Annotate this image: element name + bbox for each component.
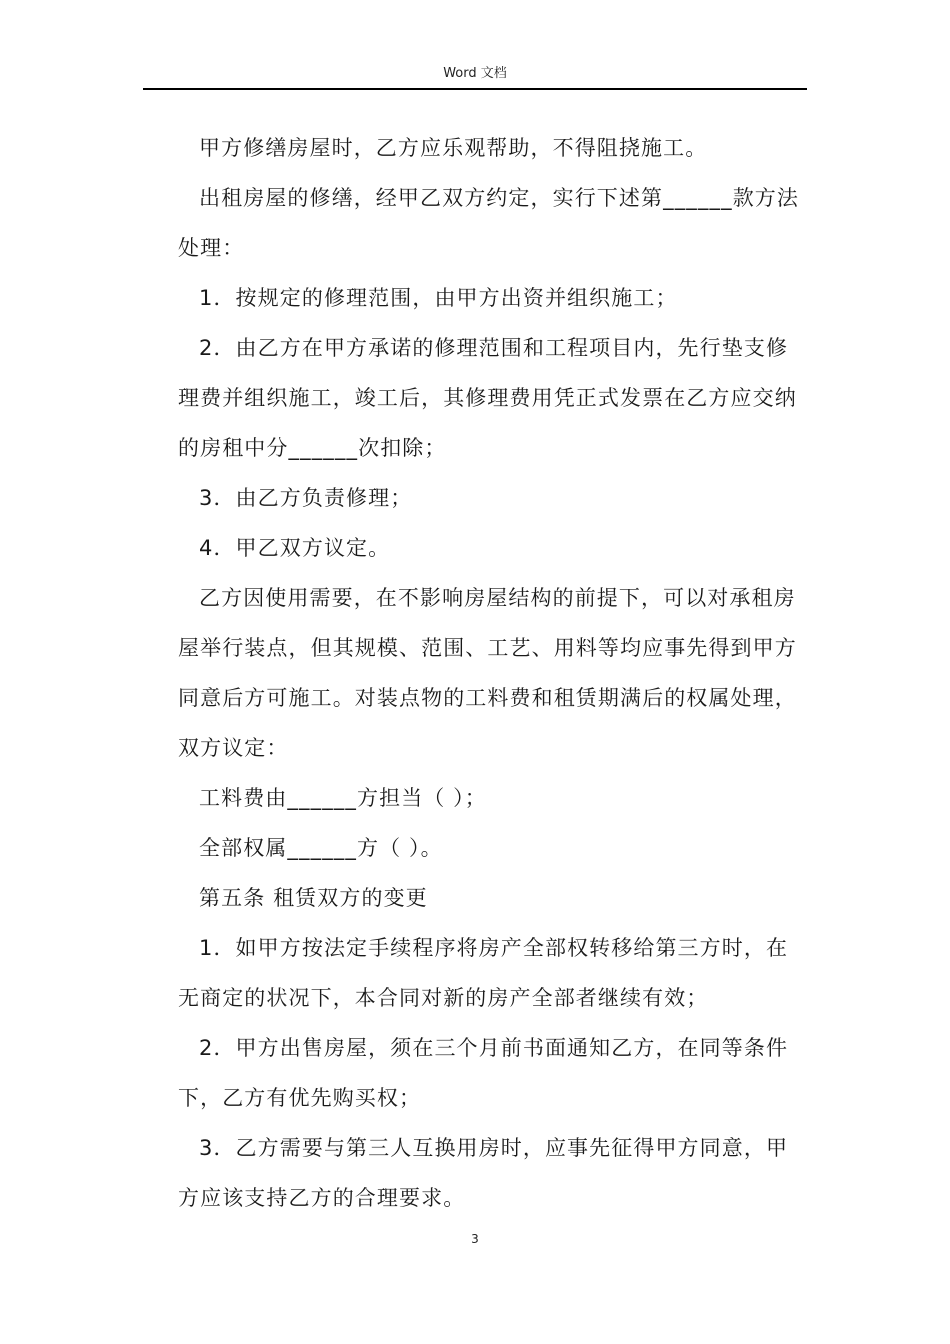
paragraph: 1．如甲方按法定手续程序将房产全部权转移给第三方时，在无商定的状况下，本合同对新的房产全部者继续有效；: [178, 936, 789, 1010]
paragraph: 2．由乙方在甲方承诺的修理范围和工程项目内，先行垫支修理费并组织施工，竣工后，其修理费用凭正式发票在乙方应交纳的房租中分______次扣除；: [178, 336, 797, 460]
section-heading: 第五条 租赁双方的变更: [199, 886, 428, 910]
paragraph: 3．由乙方负责修理；: [199, 486, 413, 510]
paragraph: 工料费由______方担当（ ）；: [199, 786, 487, 810]
paragraph: 2．甲方出售房屋，须在三个月前书面通知乙方，在同等条件下，乙方有优先购买权；: [178, 1036, 789, 1110]
paragraph: 全部权属______方（ ）。: [199, 836, 443, 860]
paragraph: 4．甲乙双方议定。: [199, 536, 391, 560]
paragraph: 甲方修缮房屋时，乙方应乐观帮助，不得阻挠施工。: [199, 136, 708, 160]
paragraph: 乙方因使用需要，在不影响房屋结构的前提下，可以对承租房屋举行装点，但其规模、范围、工艺、用料等均应事先得到甲方同意后方可施工。对装点物的工料费和租赁期满后的权属处理，双方议定：: [178, 586, 797, 760]
page-header: [143, 64, 807, 90]
document-body: [178, 123, 806, 1223]
header-title: Word 文档: [443, 66, 507, 81]
paragraph: 3．乙方需要与第三人互换用房时，应事先征得甲方同意，甲方应该支持乙方的合理要求。: [178, 1136, 789, 1210]
paragraph: 1．按规定的修理范围，由甲方出资并组织施工；: [199, 286, 678, 310]
paragraph: 出租房屋的修缮，经甲乙双方约定，实行下述第______款方法处理：: [178, 186, 799, 260]
page-number: 3: [471, 1232, 479, 1246]
